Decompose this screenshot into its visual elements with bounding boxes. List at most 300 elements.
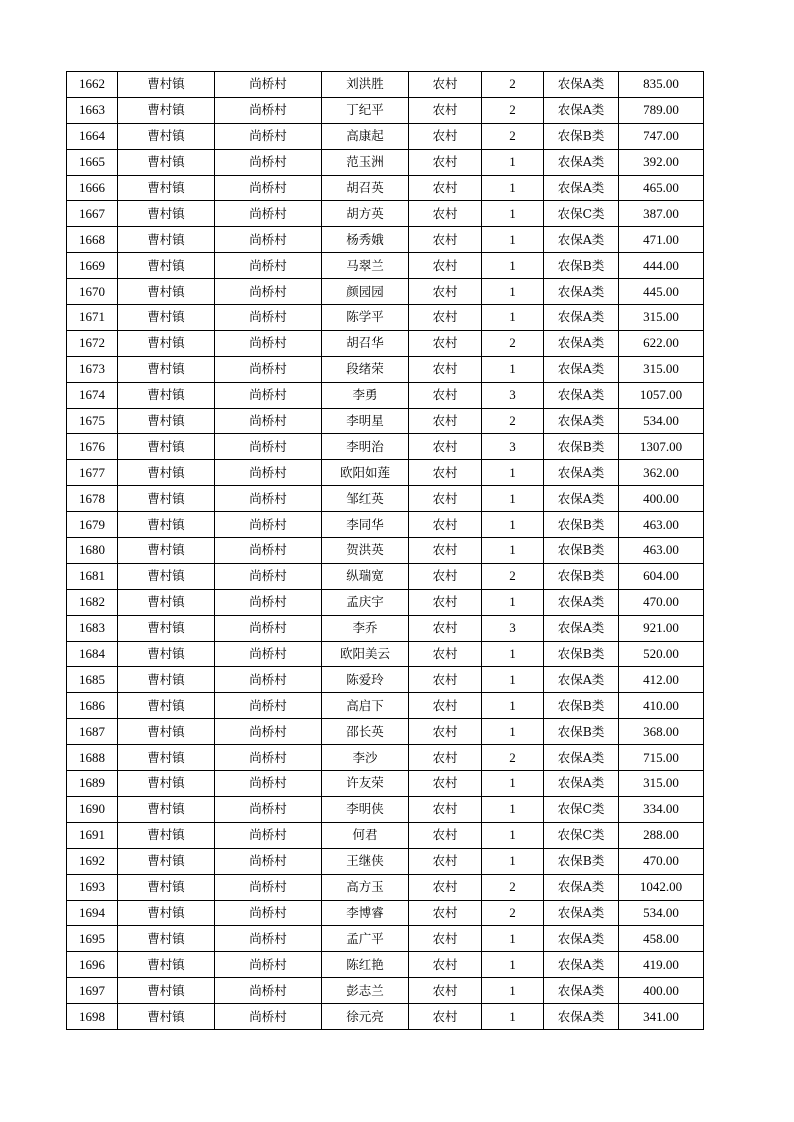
cell-category: 农保A类 — [544, 408, 619, 434]
cell-amount: 412.00 — [619, 667, 704, 693]
table-row — [67, 1004, 704, 1030]
cell-category: 农保B类 — [544, 641, 619, 667]
cell-index: 1666 — [67, 175, 118, 201]
cell-household-count: 1 — [482, 796, 544, 822]
cell-village: 尚桥村 — [215, 874, 322, 900]
document-page — [66, 71, 703, 1030]
cell-household-count: 1 — [482, 512, 544, 538]
cell-index: 1696 — [67, 952, 118, 978]
cell-category: 农保A类 — [544, 978, 619, 1004]
cell-person-name: 贺洪英 — [322, 538, 409, 564]
cell-town: 曹村镇 — [118, 926, 215, 952]
cell-village: 尚桥村 — [215, 952, 322, 978]
cell-index: 1683 — [67, 615, 118, 641]
cell-household-count: 3 — [482, 434, 544, 460]
cell-area-type: 农村 — [409, 97, 482, 123]
cell-amount: 1307.00 — [619, 434, 704, 460]
cell-category: 农保B类 — [544, 512, 619, 538]
cell-amount: 470.00 — [619, 848, 704, 874]
cell-index: 1681 — [67, 563, 118, 589]
cell-town: 曹村镇 — [118, 149, 215, 175]
cell-town: 曹村镇 — [118, 874, 215, 900]
cell-person-name: 丁纪平 — [322, 97, 409, 123]
cell-area-type: 农村 — [409, 382, 482, 408]
cell-household-count: 1 — [482, 175, 544, 201]
cell-amount: 341.00 — [619, 1004, 704, 1030]
table-row — [67, 563, 704, 589]
cell-household-count: 1 — [482, 227, 544, 253]
cell-category: 农保A类 — [544, 460, 619, 486]
cell-area-type: 农村 — [409, 253, 482, 279]
cell-category: 农保B类 — [544, 719, 619, 745]
cell-amount: 1042.00 — [619, 874, 704, 900]
cell-person-name: 段绪荣 — [322, 356, 409, 382]
cell-household-count: 1 — [482, 149, 544, 175]
table-row — [67, 745, 704, 771]
cell-town: 曹村镇 — [118, 253, 215, 279]
table-row — [67, 926, 704, 952]
table-row — [67, 434, 704, 460]
cell-village: 尚桥村 — [215, 253, 322, 279]
cell-town: 曹村镇 — [118, 72, 215, 98]
cell-household-count: 1 — [482, 952, 544, 978]
cell-village: 尚桥村 — [215, 72, 322, 98]
cell-index: 1672 — [67, 330, 118, 356]
cell-person-name: 李勇 — [322, 382, 409, 408]
cell-town: 曹村镇 — [118, 641, 215, 667]
table-row — [67, 693, 704, 719]
cell-village: 尚桥村 — [215, 563, 322, 589]
cell-area-type: 农村 — [409, 693, 482, 719]
cell-category: 农保A类 — [544, 175, 619, 201]
cell-household-count: 1 — [482, 848, 544, 874]
cell-amount: 604.00 — [619, 563, 704, 589]
cell-person-name: 李同华 — [322, 512, 409, 538]
cell-amount: 470.00 — [619, 589, 704, 615]
cell-person-name: 邹红英 — [322, 486, 409, 512]
cell-amount: 400.00 — [619, 486, 704, 512]
cell-amount: 419.00 — [619, 952, 704, 978]
cell-village: 尚桥村 — [215, 123, 322, 149]
cell-index: 1697 — [67, 978, 118, 1004]
cell-village: 尚桥村 — [215, 97, 322, 123]
cell-village: 尚桥村 — [215, 486, 322, 512]
table-row — [67, 771, 704, 797]
cell-category: 农保A类 — [544, 926, 619, 952]
cell-area-type: 农村 — [409, 123, 482, 149]
cell-index: 1674 — [67, 382, 118, 408]
cell-village: 尚桥村 — [215, 667, 322, 693]
cell-area-type: 农村 — [409, 952, 482, 978]
cell-index: 1663 — [67, 97, 118, 123]
cell-amount: 315.00 — [619, 771, 704, 797]
cell-household-count: 2 — [482, 408, 544, 434]
cell-amount: 362.00 — [619, 460, 704, 486]
cell-village: 尚桥村 — [215, 408, 322, 434]
cell-village: 尚桥村 — [215, 175, 322, 201]
cell-index: 1698 — [67, 1004, 118, 1030]
cell-index: 1662 — [67, 72, 118, 98]
cell-amount: 463.00 — [619, 538, 704, 564]
cell-category: 农保A类 — [544, 305, 619, 331]
cell-person-name: 颜园园 — [322, 279, 409, 305]
cell-amount: 288.00 — [619, 822, 704, 848]
cell-index: 1667 — [67, 201, 118, 227]
cell-household-count: 1 — [482, 486, 544, 512]
cell-household-count: 1 — [482, 279, 544, 305]
table-row — [67, 149, 704, 175]
cell-index: 1690 — [67, 796, 118, 822]
cell-household-count: 1 — [482, 253, 544, 279]
cell-area-type: 农村 — [409, 227, 482, 253]
table-row — [67, 848, 704, 874]
cell-amount: 392.00 — [619, 149, 704, 175]
cell-town: 曹村镇 — [118, 719, 215, 745]
cell-area-type: 农村 — [409, 538, 482, 564]
cell-town: 曹村镇 — [118, 771, 215, 797]
table-row — [67, 822, 704, 848]
cell-index: 1685 — [67, 667, 118, 693]
cell-category: 农保A类 — [544, 356, 619, 382]
cell-household-count: 2 — [482, 97, 544, 123]
cell-village: 尚桥村 — [215, 745, 322, 771]
cell-category: 农保A类 — [544, 874, 619, 900]
cell-person-name: 高方玉 — [322, 874, 409, 900]
cell-amount: 463.00 — [619, 512, 704, 538]
cell-person-name: 高康起 — [322, 123, 409, 149]
cell-category: 农保B类 — [544, 848, 619, 874]
cell-category: 农保B类 — [544, 693, 619, 719]
cell-amount: 334.00 — [619, 796, 704, 822]
cell-category: 农保A类 — [544, 279, 619, 305]
cell-area-type: 农村 — [409, 460, 482, 486]
cell-town: 曹村镇 — [118, 615, 215, 641]
cell-index: 1677 — [67, 460, 118, 486]
cell-amount: 1057.00 — [619, 382, 704, 408]
cell-town: 曹村镇 — [118, 822, 215, 848]
cell-category: 农保B类 — [544, 434, 619, 460]
cell-area-type: 农村 — [409, 589, 482, 615]
cell-household-count: 1 — [482, 305, 544, 331]
cell-village: 尚桥村 — [215, 848, 322, 874]
cell-village: 尚桥村 — [215, 719, 322, 745]
cell-household-count: 2 — [482, 563, 544, 589]
table-row — [67, 874, 704, 900]
cell-area-type: 农村 — [409, 149, 482, 175]
cell-household-count: 1 — [482, 1004, 544, 1030]
cell-village: 尚桥村 — [215, 1004, 322, 1030]
cell-person-name: 李博睿 — [322, 900, 409, 926]
cell-area-type: 农村 — [409, 771, 482, 797]
cell-household-count: 1 — [482, 978, 544, 1004]
cell-index: 1693 — [67, 874, 118, 900]
cell-town: 曹村镇 — [118, 1004, 215, 1030]
cell-person-name: 胡召英 — [322, 175, 409, 201]
cell-village: 尚桥村 — [215, 641, 322, 667]
cell-town: 曹村镇 — [118, 848, 215, 874]
cell-person-name: 高启下 — [322, 693, 409, 719]
cell-category: 农保A类 — [544, 745, 619, 771]
cell-person-name: 胡方英 — [322, 201, 409, 227]
cell-category: 农保A类 — [544, 486, 619, 512]
cell-person-name: 陈学平 — [322, 305, 409, 331]
cell-household-count: 1 — [482, 356, 544, 382]
cell-village: 尚桥村 — [215, 512, 322, 538]
cell-index: 1687 — [67, 719, 118, 745]
cell-village: 尚桥村 — [215, 279, 322, 305]
cell-area-type: 农村 — [409, 1004, 482, 1030]
cell-area-type: 农村 — [409, 900, 482, 926]
cell-area-type: 农村 — [409, 201, 482, 227]
cell-town: 曹村镇 — [118, 486, 215, 512]
cell-town: 曹村镇 — [118, 538, 215, 564]
cell-town: 曹村镇 — [118, 123, 215, 149]
cell-amount: 622.00 — [619, 330, 704, 356]
cell-area-type: 农村 — [409, 745, 482, 771]
cell-area-type: 农村 — [409, 641, 482, 667]
cell-person-name: 杨秀娥 — [322, 227, 409, 253]
cell-amount: 315.00 — [619, 305, 704, 331]
cell-person-name: 何君 — [322, 822, 409, 848]
cell-category: 农保B类 — [544, 538, 619, 564]
cell-category: 农保A类 — [544, 589, 619, 615]
cell-town: 曹村镇 — [118, 667, 215, 693]
cell-area-type: 农村 — [409, 667, 482, 693]
cell-town: 曹村镇 — [118, 460, 215, 486]
cell-index: 1668 — [67, 227, 118, 253]
cell-town: 曹村镇 — [118, 408, 215, 434]
cell-town: 曹村镇 — [118, 201, 215, 227]
cell-person-name: 马翠兰 — [322, 253, 409, 279]
cell-index: 1679 — [67, 512, 118, 538]
cell-category: 农保C类 — [544, 796, 619, 822]
cell-town: 曹村镇 — [118, 330, 215, 356]
cell-household-count: 3 — [482, 382, 544, 408]
table-row — [67, 900, 704, 926]
cell-index: 1680 — [67, 538, 118, 564]
table-row — [67, 97, 704, 123]
cell-town: 曹村镇 — [118, 175, 215, 201]
table-row — [67, 667, 704, 693]
cell-index: 1669 — [67, 253, 118, 279]
cell-area-type: 农村 — [409, 72, 482, 98]
table-row — [67, 72, 704, 98]
table-row — [67, 952, 704, 978]
cell-household-count: 2 — [482, 874, 544, 900]
cell-village: 尚桥村 — [215, 460, 322, 486]
cell-amount: 534.00 — [619, 408, 704, 434]
cell-category: 农保A类 — [544, 149, 619, 175]
cell-town: 曹村镇 — [118, 227, 215, 253]
cell-amount: 789.00 — [619, 97, 704, 123]
cell-amount: 715.00 — [619, 745, 704, 771]
cell-index: 1671 — [67, 305, 118, 331]
cell-category: 农保A类 — [544, 615, 619, 641]
cell-village: 尚桥村 — [215, 227, 322, 253]
cell-person-name: 李明侠 — [322, 796, 409, 822]
cell-area-type: 农村 — [409, 356, 482, 382]
cell-town: 曹村镇 — [118, 563, 215, 589]
subsidy-table — [66, 71, 704, 1030]
table-row — [67, 227, 704, 253]
cell-category: 农保B类 — [544, 563, 619, 589]
cell-village: 尚桥村 — [215, 201, 322, 227]
cell-village: 尚桥村 — [215, 615, 322, 641]
table-row — [67, 279, 704, 305]
cell-index: 1670 — [67, 279, 118, 305]
cell-person-name: 胡召华 — [322, 330, 409, 356]
cell-village: 尚桥村 — [215, 796, 322, 822]
cell-town: 曹村镇 — [118, 512, 215, 538]
cell-household-count: 1 — [482, 667, 544, 693]
cell-index: 1692 — [67, 848, 118, 874]
cell-area-type: 农村 — [409, 978, 482, 1004]
cell-category: 农保A类 — [544, 72, 619, 98]
cell-category: 农保A类 — [544, 771, 619, 797]
cell-amount: 387.00 — [619, 201, 704, 227]
cell-amount: 445.00 — [619, 279, 704, 305]
cell-village: 尚桥村 — [215, 589, 322, 615]
cell-town: 曹村镇 — [118, 97, 215, 123]
cell-person-name: 陈爱玲 — [322, 667, 409, 693]
cell-town: 曹村镇 — [118, 356, 215, 382]
table-row — [67, 201, 704, 227]
cell-household-count: 1 — [482, 693, 544, 719]
cell-village: 尚桥村 — [215, 305, 322, 331]
cell-amount: 444.00 — [619, 253, 704, 279]
table-row — [67, 641, 704, 667]
cell-household-count: 2 — [482, 745, 544, 771]
cell-category: 农保A类 — [544, 382, 619, 408]
cell-person-name: 孟广平 — [322, 926, 409, 952]
cell-category: 农保A类 — [544, 900, 619, 926]
cell-amount: 400.00 — [619, 978, 704, 1004]
table-row — [67, 796, 704, 822]
cell-index: 1678 — [67, 486, 118, 512]
table-row — [67, 486, 704, 512]
cell-village: 尚桥村 — [215, 978, 322, 1004]
cell-village: 尚桥村 — [215, 149, 322, 175]
cell-index: 1686 — [67, 693, 118, 719]
cell-person-name: 纵瑞宽 — [322, 563, 409, 589]
cell-village: 尚桥村 — [215, 926, 322, 952]
cell-village: 尚桥村 — [215, 693, 322, 719]
cell-amount: 458.00 — [619, 926, 704, 952]
cell-household-count: 3 — [482, 615, 544, 641]
cell-index: 1689 — [67, 771, 118, 797]
cell-area-type: 农村 — [409, 486, 482, 512]
cell-village: 尚桥村 — [215, 356, 322, 382]
cell-category: 农保A类 — [544, 1004, 619, 1030]
cell-household-count: 1 — [482, 201, 544, 227]
cell-area-type: 农村 — [409, 719, 482, 745]
cell-amount: 921.00 — [619, 615, 704, 641]
cell-town: 曹村镇 — [118, 900, 215, 926]
cell-person-name: 李明治 — [322, 434, 409, 460]
cell-village: 尚桥村 — [215, 900, 322, 926]
cell-household-count: 2 — [482, 900, 544, 926]
cell-area-type: 农村 — [409, 330, 482, 356]
cell-index: 1684 — [67, 641, 118, 667]
cell-person-name: 邵长英 — [322, 719, 409, 745]
cell-town: 曹村镇 — [118, 434, 215, 460]
cell-town: 曹村镇 — [118, 589, 215, 615]
cell-town: 曹村镇 — [118, 382, 215, 408]
cell-town: 曹村镇 — [118, 978, 215, 1004]
cell-amount: 520.00 — [619, 641, 704, 667]
table-row — [67, 589, 704, 615]
table-body — [67, 72, 704, 1030]
cell-town: 曹村镇 — [118, 279, 215, 305]
cell-index: 1691 — [67, 822, 118, 848]
cell-category: 农保B类 — [544, 253, 619, 279]
cell-category: 农保A类 — [544, 667, 619, 693]
cell-index: 1675 — [67, 408, 118, 434]
cell-town: 曹村镇 — [118, 693, 215, 719]
table-row — [67, 382, 704, 408]
cell-person-name: 王继侠 — [322, 848, 409, 874]
table-row — [67, 330, 704, 356]
table-row — [67, 123, 704, 149]
cell-household-count: 1 — [482, 589, 544, 615]
cell-person-name: 彭志兰 — [322, 978, 409, 1004]
cell-person-name: 李明星 — [322, 408, 409, 434]
cell-village: 尚桥村 — [215, 434, 322, 460]
cell-town: 曹村镇 — [118, 305, 215, 331]
cell-person-name: 范玉洲 — [322, 149, 409, 175]
cell-area-type: 农村 — [409, 848, 482, 874]
cell-household-count: 2 — [482, 123, 544, 149]
cell-household-count: 1 — [482, 822, 544, 848]
cell-area-type: 农村 — [409, 874, 482, 900]
cell-area-type: 农村 — [409, 408, 482, 434]
cell-index: 1664 — [67, 123, 118, 149]
cell-area-type: 农村 — [409, 822, 482, 848]
cell-index: 1676 — [67, 434, 118, 460]
cell-amount: 747.00 — [619, 123, 704, 149]
cell-category: 农保B类 — [544, 123, 619, 149]
table-row — [67, 356, 704, 382]
cell-household-count: 2 — [482, 72, 544, 98]
cell-town: 曹村镇 — [118, 745, 215, 771]
cell-village: 尚桥村 — [215, 771, 322, 797]
cell-person-name: 徐元亮 — [322, 1004, 409, 1030]
cell-person-name: 李乔 — [322, 615, 409, 641]
cell-amount: 465.00 — [619, 175, 704, 201]
cell-category: 农保A类 — [544, 952, 619, 978]
cell-amount: 835.00 — [619, 72, 704, 98]
table-row — [67, 615, 704, 641]
cell-area-type: 农村 — [409, 796, 482, 822]
table-row — [67, 253, 704, 279]
table-row — [67, 512, 704, 538]
cell-area-type: 农村 — [409, 615, 482, 641]
cell-area-type: 农村 — [409, 305, 482, 331]
cell-category: 农保A类 — [544, 97, 619, 123]
cell-area-type: 农村 — [409, 279, 482, 305]
cell-village: 尚桥村 — [215, 538, 322, 564]
cell-person-name: 陈红艳 — [322, 952, 409, 978]
cell-category: 农保C类 — [544, 201, 619, 227]
cell-area-type: 农村 — [409, 512, 482, 538]
cell-amount: 534.00 — [619, 900, 704, 926]
table-row — [67, 305, 704, 331]
table-row — [67, 978, 704, 1004]
cell-household-count: 1 — [482, 719, 544, 745]
cell-town: 曹村镇 — [118, 796, 215, 822]
cell-household-count: 1 — [482, 460, 544, 486]
table-row — [67, 408, 704, 434]
